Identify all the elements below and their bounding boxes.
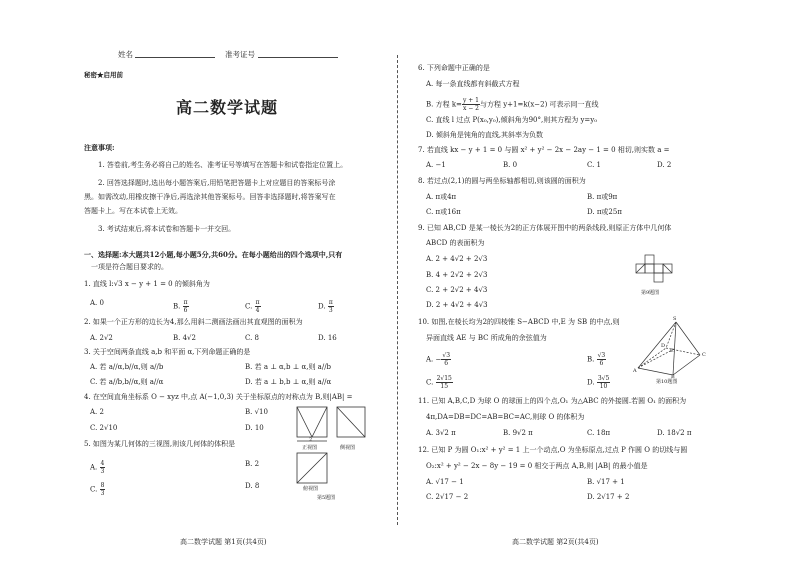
q10-label-b: B	[671, 374, 675, 380]
q7-option-a[interactable]: A. −1	[426, 161, 446, 169]
q10-option-a[interactable]: A. − $\frac{√3}{6}$	[426, 352, 451, 367]
top-view-label: 俯视图	[303, 486, 319, 492]
notes-heading: 注意事项:	[84, 143, 115, 152]
question-3: 3. 关于空间两条直线 a,b 和平面 α,下列命题正确的是	[84, 348, 251, 356]
q5-option-a[interactable]: A. $\frac{4}{3}$	[90, 460, 105, 475]
q4-option-c[interactable]: C. 2√10	[90, 424, 118, 432]
q11-option-c[interactable]: C. 18π	[587, 429, 611, 437]
question-11: 11. 已知 A,B,C,D 为球 O 的球面上的四个点,O₁ 为△ABC 的外接圆.若圆 O₁ 的面积为	[418, 397, 687, 405]
question-9: 9. 已知 AB,CD 是某一棱长为2的正方体展开图中的两条线段,则原正方体中几何体	[418, 224, 672, 232]
q7-option-d[interactable]: D. 2	[657, 161, 672, 169]
q3-option-d[interactable]: D. 若 a ⊥ b,b ⊥ α,则 a//α	[245, 378, 332, 386]
question-9-cont: ABCD 的表面积为	[426, 239, 485, 247]
note-2: 2. 回答选择题时,选出每小题答案后,用铅笔把答题卡上对应题目的答案标号涂	[98, 179, 336, 187]
q5-option-b[interactable]: B. 2	[245, 460, 260, 468]
page-footer-left: 高二数学试题 第1页(共4页)	[180, 538, 267, 546]
q10-label-d: D	[661, 343, 666, 349]
q11-option-d[interactable]: D. 18√2 π	[657, 429, 692, 437]
exam-number-label: 准考证号	[225, 50, 255, 59]
side-view-line	[337, 407, 365, 437]
question-4: 4. 在空间直角坐标系 O − xyz 中,点 A(−1,0,3) 关于坐标原点的对称点为 B,则|AB| =	[84, 393, 353, 401]
note-1: 1. 答卷前,考生务必将自己的姓名、准考证号等填写在答题卡和试卷指定位置上。	[98, 161, 348, 169]
q6-option-b[interactable]: B. 方程 k= $\frac{y + 1}{x - 2}$ 与方程 y+1=k(x−2) 可表示同一直线	[426, 97, 599, 112]
q9-option-a[interactable]: A. 2 + 4√2 + 2√3	[426, 255, 488, 263]
name-label: 姓名	[118, 50, 133, 59]
section-heading: 一、选择题:本大题共12小题,每小题5分,共60分。在每小题给出的四个选项中,只有	[84, 250, 343, 259]
note-2-cont: 黑。如需改动,用橡皮擦干净后,再选涂其他答案标号。回答非选择题时,将答案写在	[84, 193, 336, 201]
q7-option-c[interactable]: C. 1	[587, 161, 602, 169]
q7-option-b[interactable]: B. 0	[503, 161, 518, 169]
q8-option-b[interactable]: B. π或9π	[587, 193, 618, 201]
front-view-box	[297, 407, 327, 437]
q2-option-c[interactable]: C. 8	[245, 334, 260, 342]
q3-option-c[interactable]: C. 若 a//b,b//α,则 a//α	[90, 378, 164, 386]
q5-figure-caption: 第5题图	[317, 495, 336, 501]
question-5: 5. 如图为某几何体的三视图,则该几何体的体积是	[84, 440, 236, 448]
q5-option-c[interactable]: C. $\frac{8}{3}$	[90, 482, 105, 497]
q11-option-a[interactable]: A. 3√2 π	[426, 429, 456, 437]
question-11-cont: 4π,DA=DB=DC=AB=BC=AC,则球 O 的体积为	[426, 413, 585, 421]
side-view-label: 侧视图	[340, 445, 356, 451]
q10-label-c: C	[702, 352, 706, 358]
q9-figure-caption: 第9题图	[641, 290, 660, 296]
note-2-end: 答题卡上。写在本试卷上无效。	[84, 207, 182, 215]
q6-option-c[interactable]: C. 直线 l 过点 P(x₀,y₀),倾斜角为90°,则其方程为 y=y₀	[426, 116, 598, 124]
page-title: 高二数学试题	[176, 98, 279, 117]
q2-option-b[interactable]: B. 4√2	[173, 334, 196, 342]
q1-option-d[interactable]: D. $\frac{\pi}{3}$	[318, 299, 333, 314]
q5-option-d[interactable]: D. 8	[245, 482, 260, 490]
q11-option-b[interactable]: B. 9√2 π	[503, 429, 533, 437]
page-divider	[397, 55, 398, 525]
front-view-line	[297, 407, 312, 437]
dim-label: 2	[309, 437, 313, 443]
question-10-cont: 异面直线 AE 与 BC 所成角的余弦值为	[426, 334, 547, 342]
q12-option-b[interactable]: B. √17 + 1	[587, 478, 625, 486]
q6-option-a[interactable]: A. 每一条直线都有斜截式方程	[426, 80, 520, 88]
q8-option-d[interactable]: D. π或25π	[587, 208, 622, 216]
front-view-label: 正视图	[302, 445, 318, 451]
q3-option-b[interactable]: B. 若 a ⊥ α,b ⊥ α,则 a//b	[245, 363, 332, 371]
question-12: 12. 已知 P 为圆 O₁:x² + y² = 1 上一个动点,O 为坐标原点,过点 P 作圆 O 的切线与圆	[418, 446, 688, 454]
name-field[interactable]	[135, 57, 215, 58]
question-7: 7. 若直线 kx − y + 1 = 0 与圆 x² + y² − 2x − 2ay − 1 = 0 相切,则实数 a =	[418, 146, 670, 154]
q1-option-c[interactable]: C. $\frac{\pi}{4}$	[245, 299, 260, 314]
q2-option-d[interactable]: D. 16	[318, 334, 337, 342]
q10-option-c[interactable]: C. $\frac{2√15}{15}$	[426, 375, 452, 390]
page-footer-right: 高二数学试题 第2页(共4页)	[512, 538, 599, 546]
q3-option-a[interactable]: A. 若 a//α,b//α,则 a//b	[90, 363, 164, 371]
q9-option-c[interactable]: C. 2 + 2√2 + 4√3	[426, 286, 488, 294]
question-12-cont: O₂:x² + y² − 2x − 8y − 19 = 0 相交于两点 A,B,则 |AB| 的最小值是	[426, 462, 648, 470]
section-heading-cont: 一项是符合题目要求的。	[91, 263, 168, 271]
question-6: 6. 下列命题中正确的是	[418, 64, 490, 72]
front-view-line	[312, 407, 327, 437]
question-2: 2. 如果一个正方形的边长为4,那么用斜二测画法画出其直观图的面积为	[84, 318, 303, 326]
q8-option-a[interactable]: A. π或4π	[426, 193, 457, 201]
top-view-line	[297, 453, 327, 483]
exam-number-field[interactable]	[258, 57, 338, 58]
q4-option-b[interactable]: B. √10	[245, 408, 268, 416]
q1-option-b[interactable]: B. $\frac{\pi}{6}$	[173, 299, 188, 314]
q9-option-d[interactable]: D. 2 + 4√2 + 4√3	[426, 301, 488, 309]
secret-label: 秘密★启用前	[84, 71, 123, 79]
question-10: 10. 如图,在棱长均为2的四棱锥 S−ABCD 中,E 为 SB 的中点,则	[418, 318, 620, 326]
q6-option-d[interactable]: D. 倾斜角是钝角的直线,其斜率为负数	[426, 131, 544, 139]
q12-option-d[interactable]: D. 2√17 + 2	[587, 493, 630, 501]
q10-option-d[interactable]: D. $\frac{3√5}{10}$	[587, 375, 610, 390]
q9-option-b[interactable]: B. 4 + 2√2 + 2√3	[426, 271, 488, 279]
question-1: 1. 直线 l:√3 x − y + 1 = 0 的倾斜角为	[84, 280, 210, 288]
note-3: 3. 考试结束后,将本试卷和答题卡一并交回。	[98, 225, 236, 233]
q2-option-a[interactable]: A. 2√2	[90, 334, 113, 342]
question-8: 8. 若过点(2,1)的圆与两坐标轴都相切,则该圆的面积为	[418, 177, 586, 185]
q10-option-b[interactable]: B. $\frac{√3}{6}$	[587, 352, 606, 367]
q4-option-a[interactable]: A. 2	[90, 408, 104, 416]
q4-option-d[interactable]: D. 10	[245, 424, 264, 432]
q12-option-a[interactable]: A. √17 − 1	[426, 478, 464, 486]
q10-pyramid-figure	[628, 320, 708, 380]
q1-option-a[interactable]: A. 0	[90, 299, 104, 307]
q8-option-c[interactable]: C. π或16π	[426, 208, 461, 216]
q9-cube-net-figure	[636, 255, 686, 291]
q12-option-c[interactable]: C. 2√17 − 2	[426, 493, 469, 501]
q10-label-s: S	[673, 316, 677, 322]
q10-figure-caption: 第10题图	[656, 379, 678, 385]
q10-label-e: E	[670, 348, 674, 354]
q10-label-a: A	[633, 368, 637, 374]
